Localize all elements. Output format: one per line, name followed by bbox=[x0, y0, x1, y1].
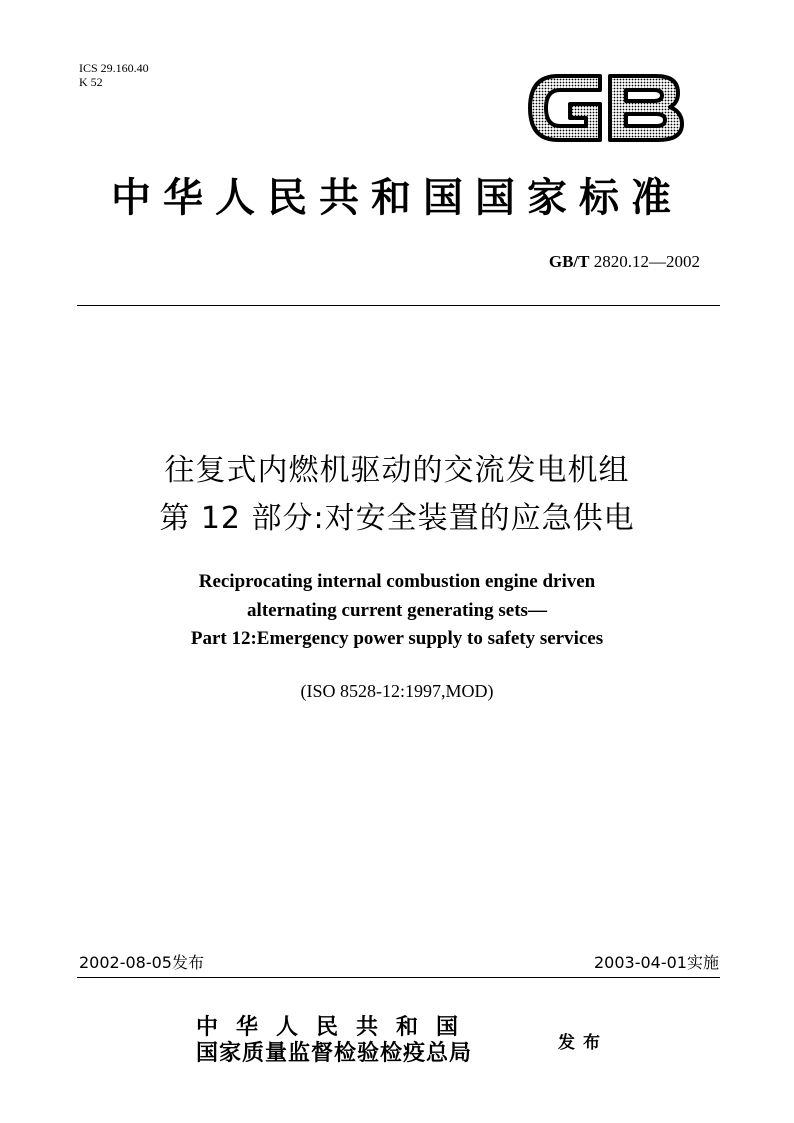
header-divider bbox=[77, 305, 720, 306]
chinese-title-line-1: 往复式内燃机驱动的交流发电机组 bbox=[164, 453, 630, 488]
issuer-line-1: 中华人民共和国 bbox=[196, 1014, 477, 1040]
standard-number bbox=[549, 252, 700, 272]
english-title-line-2: alternating current generating sets— bbox=[247, 600, 547, 621]
english-title-line-3: Part 12:Emergency power supply to safety services bbox=[190, 628, 604, 649]
standard-number-prefix: GB/T bbox=[548, 252, 590, 271]
classification-code: K 52 bbox=[79, 75, 103, 89]
footer-divider bbox=[77, 977, 720, 978]
standard-number-value: 2820.12—2002 bbox=[593, 252, 700, 271]
ics-code: ICS 29.160.40 bbox=[79, 61, 149, 75]
issuer-line-2: 国家质量监督检验检疫总局 bbox=[196, 1040, 473, 1066]
iso-reference: (ISO 8528-12:1997,MOD) bbox=[300, 681, 494, 701]
implementation-date: 2003-04-01实施 bbox=[594, 953, 719, 972]
national-standard-title: 中华人民共和国国家标准 bbox=[111, 174, 683, 221]
gb-logo-icon bbox=[526, 66, 686, 150]
chinese-title-line-2: 第 12 部分:对安全装置的应急供电 bbox=[159, 501, 635, 536]
english-title-line-1: Reciprocating internal combustion engine driven bbox=[198, 571, 596, 592]
issue-label: 发布 bbox=[558, 1033, 608, 1053]
issue-date: 2002-08-05发布 bbox=[79, 953, 204, 972]
